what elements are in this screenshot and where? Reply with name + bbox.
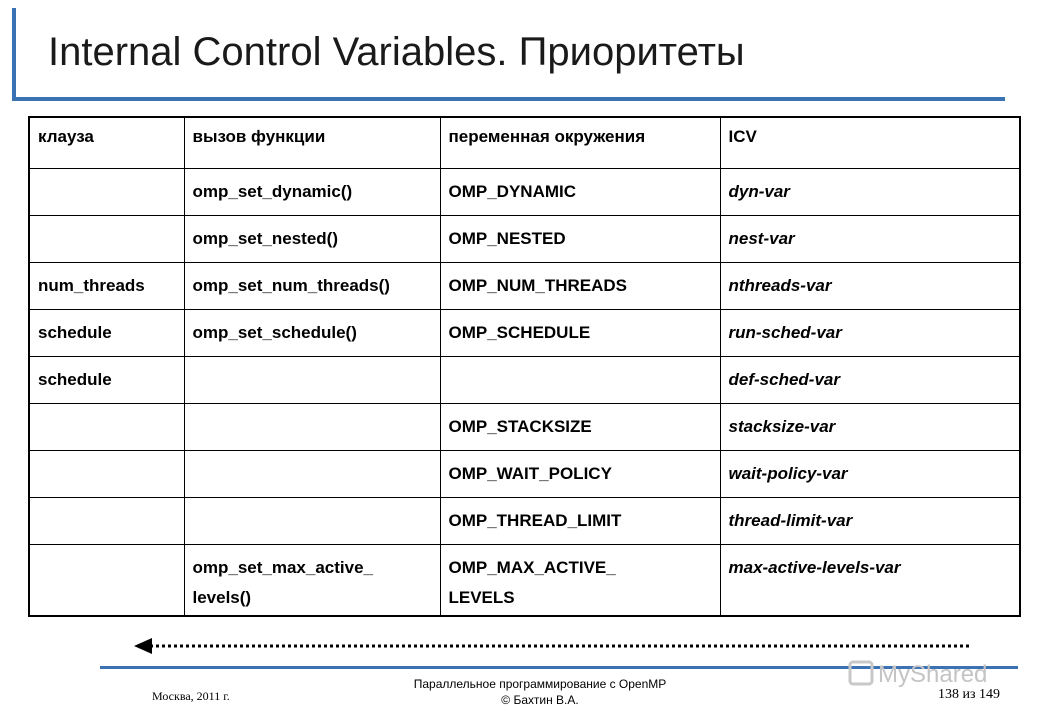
cell-clause: [29, 545, 184, 617]
cell-clause: [29, 216, 184, 263]
header-icv: ICV: [720, 117, 1020, 169]
watermark-text: MyShared: [878, 661, 988, 688]
priority-direction-arrow: [134, 636, 974, 656]
footer-course-title: Параллельное программирование с OpenMP: [413, 677, 667, 691]
cell-environment-variable: [440, 545, 720, 617]
table-row: [29, 404, 1020, 451]
cell-icv: stacksize-var: [720, 404, 1020, 451]
table-row: [29, 498, 1020, 545]
cell-icv: nest-var: [720, 216, 1020, 263]
cell-icv: def-sched-var: [720, 357, 1020, 404]
cell-clause: [29, 169, 184, 216]
footer-location-date: Москва, 2011 г.: [152, 689, 230, 703]
table-row: [29, 263, 1020, 310]
cell-environment-variable: OMP_THREAD_LIMIT: [440, 498, 720, 545]
cell-icv: run-sched-var: [720, 310, 1020, 357]
cell-environment-variable: OMP_SCHEDULE: [440, 310, 720, 357]
cell-icv: nthreads-var: [720, 263, 1020, 310]
table-row: [29, 310, 1020, 357]
cell-function-call: omp_set_schedule(): [184, 310, 440, 357]
environment-variable-line-1: OMP_MAX_ACTIVE_: [448, 558, 616, 577]
cell-clause: [29, 404, 184, 451]
header-function-call: вызов функции: [184, 117, 440, 169]
function-call-line-2: levels(): [192, 588, 252, 607]
cell-environment-variable: OMP_DYNAMIC: [440, 169, 720, 216]
table-header-row: [29, 117, 1020, 169]
cell-function-call: omp_set_num_threads(): [184, 263, 440, 310]
footer-author: © Бахтин В.А.: [501, 693, 579, 707]
cell-icv: dyn-var: [720, 169, 1020, 216]
table-row: [29, 451, 1020, 498]
header-clause: клауза: [29, 117, 184, 169]
cell-icv: thread-limit-var: [720, 498, 1020, 545]
cell-function-call: [184, 545, 440, 617]
table-row: [29, 545, 1020, 617]
arrow-head-left-icon: [134, 638, 152, 654]
footer-page-number: 138 из 149: [938, 687, 1001, 702]
cell-environment-variable: [440, 357, 720, 404]
cell-function-call: omp_set_nested(): [184, 216, 440, 263]
watermark-icon: [850, 662, 872, 684]
cell-icv: wait-policy-var: [720, 451, 1020, 498]
cell-clause: schedule: [29, 357, 184, 404]
cell-function-call: [184, 404, 440, 451]
function-call-line-1: omp_set_max_active_: [192, 558, 374, 577]
title-accent-vertical-bar: [12, 8, 16, 100]
cell-function-call: omp_set_dynamic(): [184, 169, 440, 216]
environment-variable-line-2: LEVELS: [448, 588, 515, 607]
cell-clause: num_threads: [29, 263, 184, 310]
cell-function-call: [184, 498, 440, 545]
slide-title: Internal Control Variables. Приоритеты: [48, 30, 745, 74]
myshared-watermark-logo: [848, 656, 1008, 690]
table-row: [29, 216, 1020, 263]
cell-environment-variable: OMP_WAIT_POLICY: [440, 451, 720, 498]
cell-clause: schedule: [29, 310, 184, 357]
table-row: [29, 169, 1020, 216]
cell-environment-variable: OMP_NUM_THREADS: [440, 263, 720, 310]
cell-icv: max-active-levels-var: [720, 545, 1020, 617]
cell-function-call: [184, 357, 440, 404]
cell-clause: [29, 451, 184, 498]
cell-function-call: [184, 451, 440, 498]
cell-environment-variable: OMP_NESTED: [440, 216, 720, 263]
header-environment-variable: переменная окружения: [440, 117, 720, 169]
cell-clause: [29, 498, 184, 545]
table-row: [29, 357, 1020, 404]
icv-priority-table: [28, 116, 1021, 617]
cell-environment-variable: OMP_STACKSIZE: [440, 404, 720, 451]
title-accent-horizontal-bar: [12, 97, 1005, 101]
footer-course-info: [340, 676, 740, 708]
